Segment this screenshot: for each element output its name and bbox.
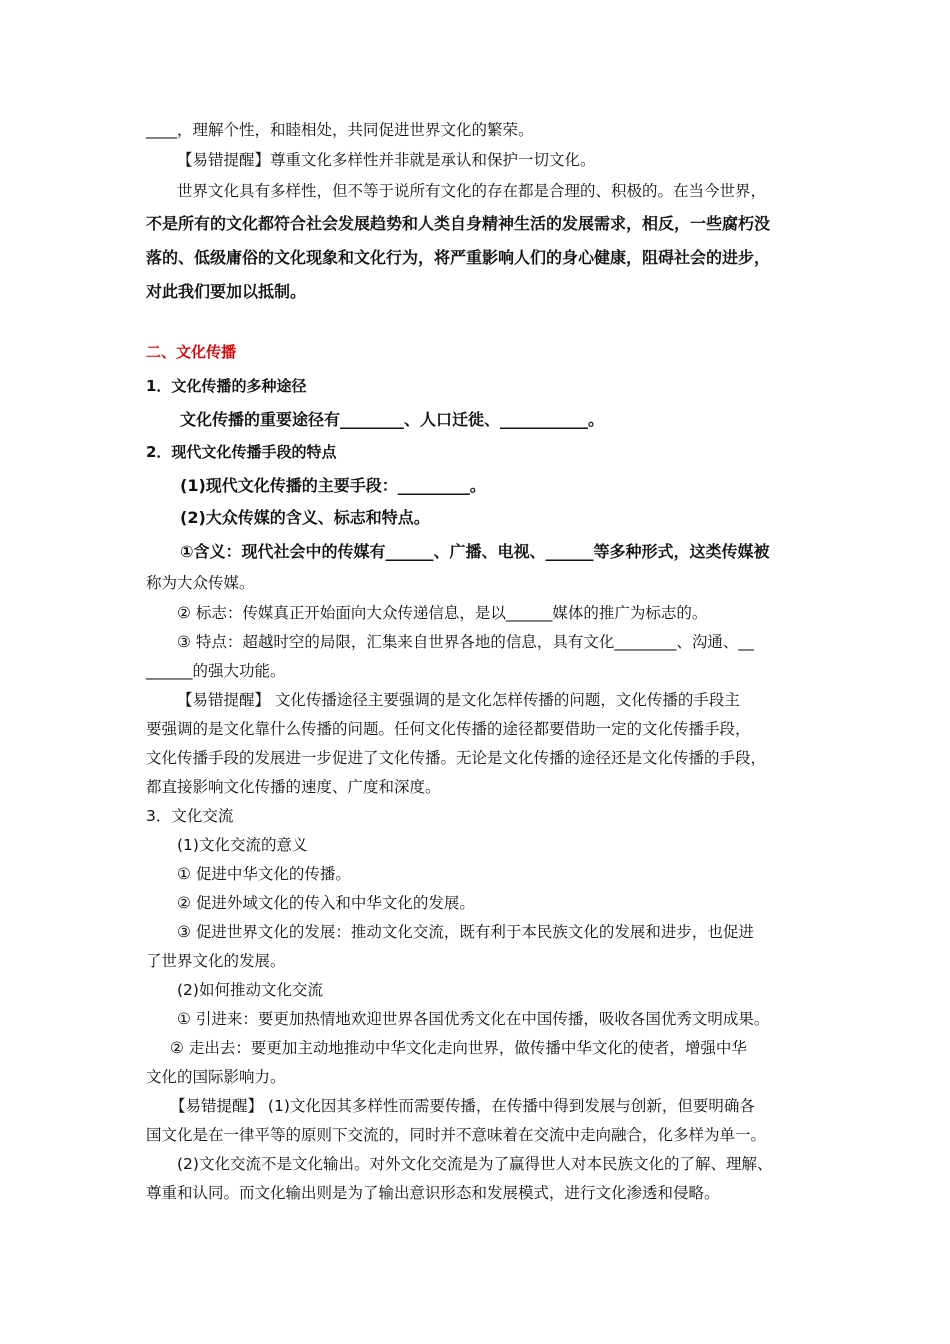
text-line: 尊重和认同。而文化输出则是为了输出意识形态和发展模式，进行文化渗透和侵略。: [146, 1184, 720, 1202]
text-line: ② 走出去：要更加主动地推动中华文化走向世界，做传播中华文化的使者，增强中华: [170, 1039, 747, 1057]
subsection-heading: 2．现代文化传播手段的特点: [146, 443, 337, 461]
error-tip-line: 【易错提醒】 文化传播途径主要强调的是文化怎样传播的问题，文化传播的手段主: [177, 691, 740, 709]
text-line: (1)文化交流的意义: [177, 836, 308, 854]
bold-text-line: 文化传播的重要途径有________、人口迁徙、___________。: [180, 410, 605, 429]
text-line: ③ 特点：超越时空的局限，汇集来自世界各地的信息，具有文化________、沟通、__: [177, 633, 754, 651]
bold-text-line: 落的、低级庸俗的文化现象和文化行为，将严重影响人们的身心健康，阻碍社会的进步，: [146, 248, 771, 267]
text-line: 文化的国际影响力。: [146, 1068, 286, 1086]
text-line: ② 标志：传媒真正开始面向大众传递信息，是以______媒体的推广为标志的。: [177, 604, 708, 622]
text-line: (2)文化交流不是文化输出。对外文化交流是为了赢得世人对本民族文化的了解、理解、: [177, 1155, 773, 1173]
text-line: 世界文化具有多样性，但不等于说所有文化的存在都是合理的、积极的。在当今世界，: [177, 182, 767, 200]
text-line: ____，理解个性，和睦相处，共同促进世界文化的繁荣。: [146, 121, 534, 139]
text-line: ① 促进中华文化的传播。: [177, 865, 351, 883]
text-line: 要强调的是文化靠什么传播的问题。任何文化传播的途径都要借助一定的文化传播手段，: [146, 720, 751, 738]
text-line: 文化传播手段的发展进一步促进了文化传播。无论是文化传播的途径还是文化传播的手段，: [146, 749, 767, 767]
error-tip-line: 【易错提醒】 (1)文化因其多样性而需要传播，在传播中得到发展与创新，但要明确各: [170, 1097, 755, 1115]
text-line: 称为大众传媒。: [146, 574, 255, 592]
text-line: ② 促进外域文化的传入和中华文化的发展。: [177, 894, 475, 912]
subsection-heading: 3．文化交流: [146, 807, 234, 825]
bold-text-line: 对此我们要加以抵制。: [146, 282, 307, 301]
error-tip-line: 【易错提醒】尊重文化多样性并非就是承认和保护一切文化。: [177, 151, 596, 169]
bold-text-line: 不是所有的文化都符合社会发展趋势和人类自身精神生活的发展需求，相反，一些腐朽没: [146, 214, 771, 233]
text-line: ______的强大功能。: [146, 662, 286, 680]
text-line: ① 引进来：要更加热情地欢迎世界各国优秀文化在中国传播，吸收各国优秀文明成果。: [177, 1010, 770, 1028]
section-heading: 二、文化传播: [146, 343, 237, 361]
subsection-heading: 1．文化传播的多种途径: [146, 377, 307, 395]
text-line: 了世界文化的发展。: [146, 952, 286, 970]
text-line: 国文化是在一律平等的原则下交流的，同时并不意味着在交流中走向融合，化多样为单一。: [146, 1126, 767, 1144]
text-line: ③ 促进世界文化的发展：推动文化交流，既有利于本民族文化的发展和进步，也促进: [177, 923, 754, 941]
bold-text-line: (1)现代文化传播的主要手段：_________。: [180, 476, 486, 495]
bold-text-line: (2)大众传媒的含义、标志和特点。: [180, 508, 430, 527]
bold-text-line: ①含义：现代社会中的传媒有______、广播、电视、______等多种形式，这类传媒被: [180, 542, 770, 561]
text-line: 都直接影响文化传播的速度、广度和深度。: [146, 778, 441, 796]
text-line: (2)如何推动文化交流: [177, 981, 323, 999]
